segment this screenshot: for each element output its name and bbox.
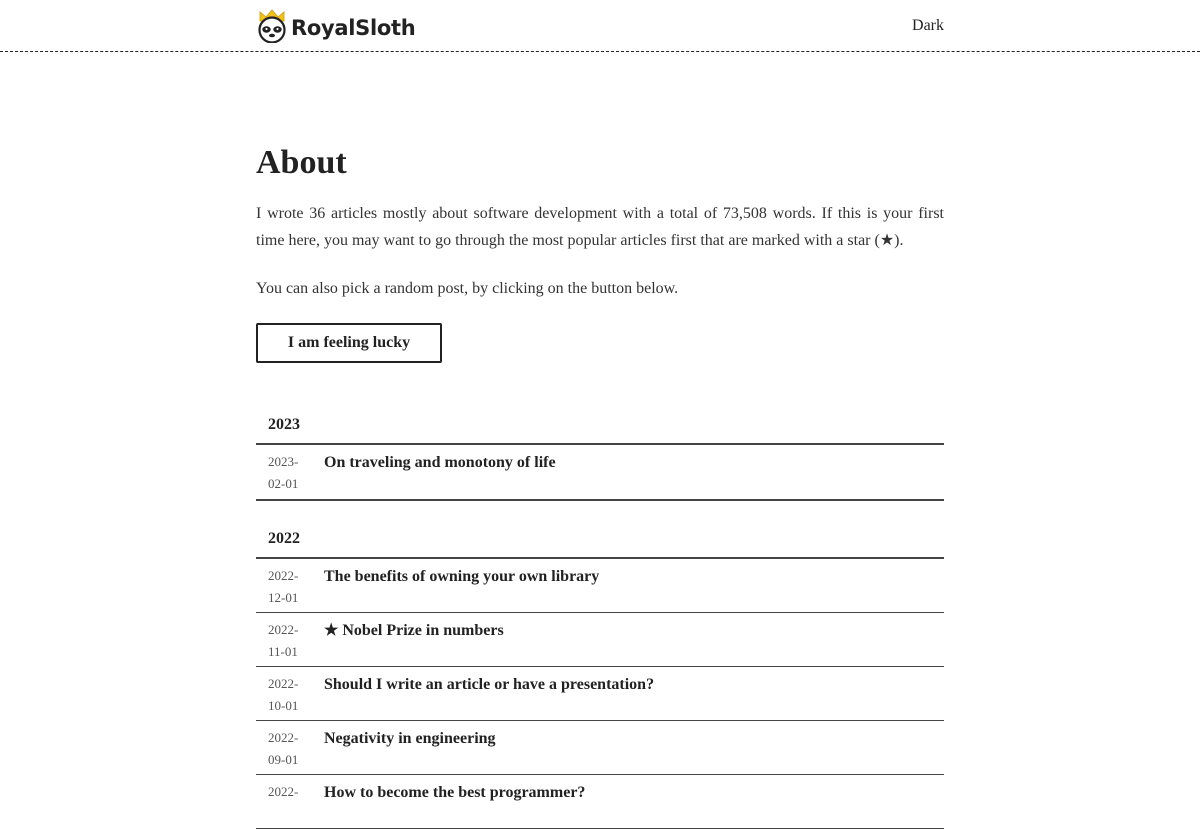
post-link[interactable]: Should I write an article or have a presentation? <box>324 676 655 693</box>
post-row <box>256 559 944 613</box>
post-date: 2022- 10-01 <box>268 676 299 713</box>
post-row <box>256 613 944 667</box>
post-row <box>256 667 944 721</box>
year-group-2022 <box>256 521 944 829</box>
about-section <box>256 140 944 829</box>
page-title: About <box>256 144 347 181</box>
intro-paragraph: I wrote 36 articles mostly about software development with a total of 73,508 words. If this is your first time here, you may want to go through the most popular articles first that are marked with a star (★). <box>256 205 944 249</box>
post-link[interactable]: Negativity in engineering <box>324 730 496 747</box>
feeling-lucky-button[interactable]: I am feeling lucky <box>256 323 442 363</box>
post-row <box>256 445 944 501</box>
post-row <box>256 775 944 829</box>
post-link[interactable]: On traveling and monotony of life <box>324 454 556 471</box>
post-link[interactable]: How to become the best programmer? <box>324 784 586 801</box>
post-date: 2022- 12-01 <box>268 568 299 605</box>
sloth-crown-icon <box>256 9 288 43</box>
post-date: 2022- 09-01 <box>268 730 299 767</box>
post-link[interactable]: The benefits of owning your own library <box>324 568 600 585</box>
post-row <box>256 721 944 775</box>
year-group-2023 <box>256 407 944 501</box>
brand-name: RoyalSloth <box>291 16 416 40</box>
post-date: 2023- 02-01 <box>268 454 299 491</box>
post-date: 2022- <box>268 784 299 799</box>
post-link[interactable]: ★ Nobel Prize in numbers <box>324 622 504 639</box>
random-post-paragraph: You can also pick a random post, by clicking on the button below. <box>256 280 679 297</box>
dark-mode-toggle[interactable]: Dark <box>912 17 944 34</box>
site-header <box>0 0 1200 52</box>
year-heading: 2022 <box>256 521 944 559</box>
year-heading: 2023 <box>256 407 944 445</box>
site-logo-link[interactable] <box>256 9 415 43</box>
post-date: 2022- 11-01 <box>268 622 299 659</box>
